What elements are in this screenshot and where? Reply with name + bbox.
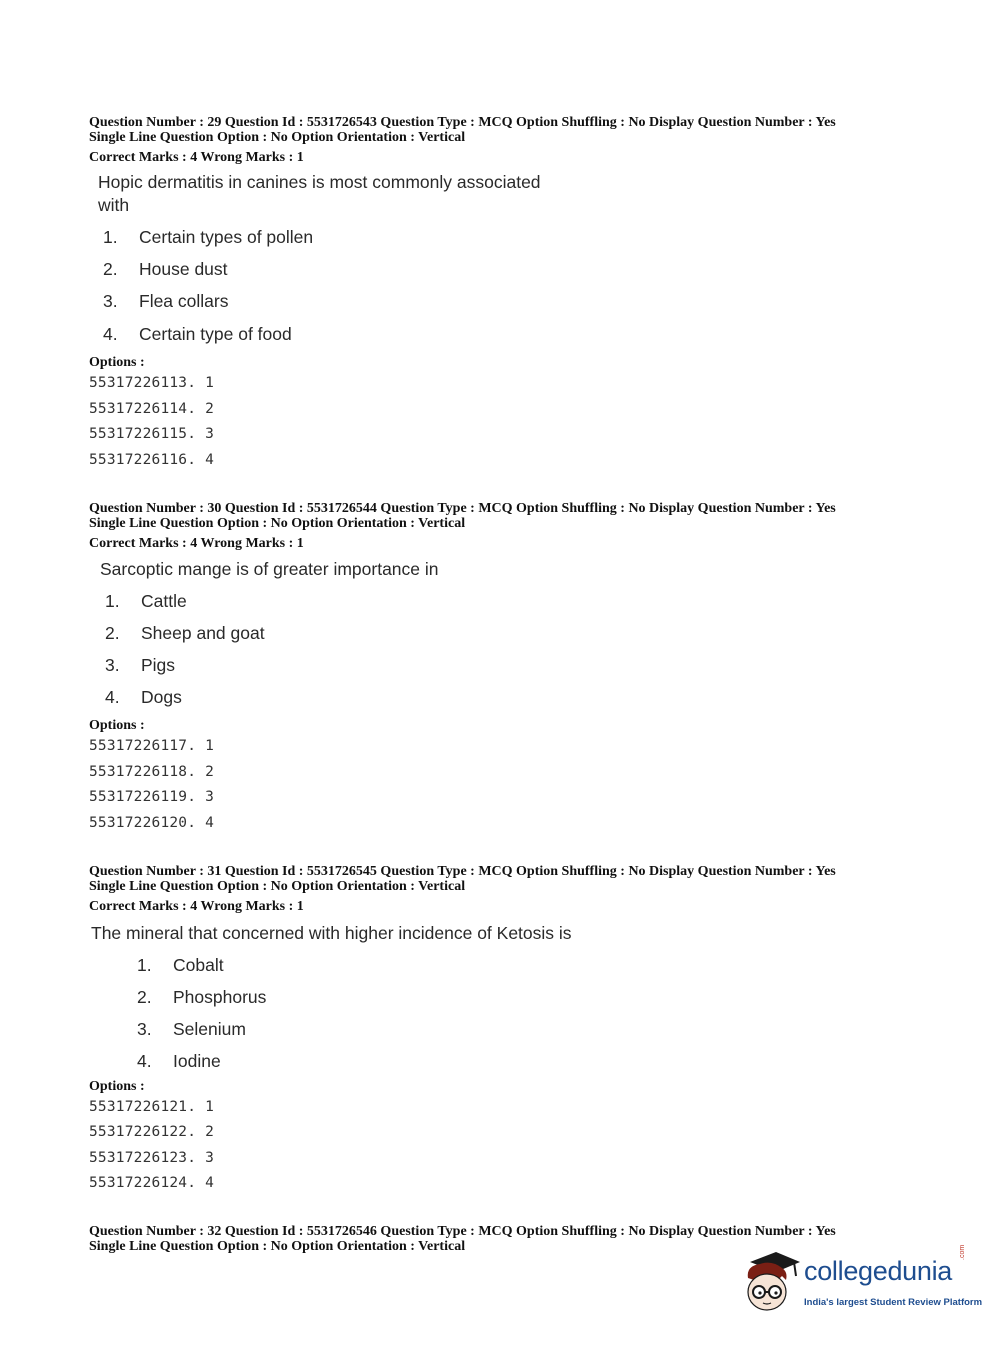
- logo-domain-suffix: .com: [959, 1244, 966, 1260]
- option-id: 55317226119. 3: [89, 789, 215, 805]
- question-meta-line: Question Number : 31 Question Id : 5531726545 Question Type : MCQ Option Shuffling : No Display Question Number : Yes: [89, 864, 836, 879]
- option-id: 55317226122. 2: [89, 1124, 215, 1140]
- question-stem: [98, 171, 541, 217]
- question-30-header: [89, 501, 949, 551]
- question-stem-line: with: [98, 195, 130, 215]
- answer-choice: [137, 987, 266, 1008]
- choice-text: Iodine: [173, 1051, 221, 1071]
- question-stem: [91, 922, 572, 945]
- choice-text: Cattle: [141, 591, 187, 611]
- option-id: 55317226117. 1: [89, 738, 215, 754]
- choice-number: 4.: [103, 324, 118, 344]
- answer-choice: [105, 687, 182, 708]
- option-id: 55317226120. 4: [89, 815, 215, 831]
- choice-text: House dust: [139, 259, 228, 279]
- question-meta-line: Single Line Question Option : No Option Orientation : Vertical: [89, 1239, 466, 1254]
- choice-number: 1.: [105, 591, 120, 611]
- answer-choice: [137, 1019, 246, 1040]
- choice-number: 4.: [137, 1051, 152, 1071]
- marks-line: Correct Marks : 4 Wrong Marks : 1: [89, 536, 304, 551]
- answer-choice: [103, 227, 313, 248]
- question-meta-line: Single Line Question Option : No Option Orientation : Vertical: [89, 516, 466, 531]
- option-id: 55317226123. 3: [89, 1150, 215, 1166]
- question-31-header: [89, 864, 949, 914]
- mascot-icon: [742, 1248, 802, 1318]
- question-meta-line: Single Line Question Option : No Option Orientation : Vertical: [89, 130, 466, 145]
- logo-wordmark: collegedunia: [804, 1256, 953, 1286]
- question-meta-line: Question Number : 29 Question Id : 5531726543 Question Type : MCQ Option Shuffling : No Display Question Number : Yes: [89, 115, 836, 130]
- choice-number: 2.: [137, 987, 152, 1007]
- question-meta-line: Question Number : 32 Question Id : 5531726546 Question Type : MCQ Option Shuffling : No Display Question Number : Yes: [89, 1224, 836, 1239]
- options-label: Options :: [89, 718, 145, 733]
- choice-text: Cobalt: [173, 955, 224, 975]
- choice-number: 1.: [103, 227, 118, 247]
- choice-text: Phosphorus: [173, 987, 267, 1007]
- logo-tagline: India's largest Student Review Platform: [804, 1297, 983, 1308]
- options-label: Options :: [89, 1079, 145, 1094]
- answer-choice: [105, 591, 187, 612]
- question-stem-line: Sarcoptic mange is of greater importance in: [100, 559, 439, 579]
- answer-choice: [103, 259, 228, 280]
- choice-number: 4.: [105, 687, 120, 707]
- choice-text: Flea collars: [139, 291, 229, 311]
- choice-text: Selenium: [173, 1019, 246, 1039]
- choice-text: Dogs: [141, 687, 182, 707]
- option-id: 55317226113. 1: [89, 375, 215, 391]
- option-id: 55317226114. 2: [89, 401, 215, 417]
- question-stem: [100, 558, 439, 581]
- marks-line: Correct Marks : 4 Wrong Marks : 1: [89, 899, 304, 914]
- option-id: 55317226121. 1: [89, 1099, 215, 1115]
- option-id: 55317226124. 4: [89, 1175, 215, 1191]
- question-stem-line: Hopic dermatitis in canines is most commonly associated: [98, 172, 541, 192]
- collegedunia-logo: [742, 1244, 983, 1318]
- choice-text: Sheep and goat: [141, 623, 265, 643]
- marks-line: Correct Marks : 4 Wrong Marks : 1: [89, 150, 304, 165]
- choice-number: 3.: [103, 291, 118, 311]
- choice-number: 1.: [137, 955, 152, 975]
- option-id: 55317226118. 2: [89, 764, 215, 780]
- answer-choice: [103, 291, 228, 312]
- options-label: Options :: [89, 355, 145, 370]
- question-meta-line: Single Line Question Option : No Option Orientation : Vertical: [89, 879, 466, 894]
- option-id: 55317226115. 3: [89, 426, 215, 442]
- choice-number: 2.: [105, 623, 120, 643]
- answer-choice: [103, 324, 292, 345]
- question-stem-line: The mineral that concerned with higher incidence of Ketosis is: [91, 923, 572, 943]
- choice-text: Pigs: [141, 655, 176, 675]
- answer-choice: [137, 955, 224, 976]
- question-29-header: [89, 115, 949, 165]
- option-id: 55317226116. 4: [89, 452, 215, 468]
- answer-choice: [105, 623, 265, 644]
- choice-text: Certain type of food: [139, 324, 292, 344]
- choice-number: 2.: [103, 259, 118, 279]
- choice-text: Certain types of pollen: [139, 227, 314, 247]
- answer-choice: [105, 655, 175, 676]
- answer-choice: [137, 1051, 221, 1072]
- choice-number: 3.: [105, 655, 120, 675]
- choice-number: 3.: [137, 1019, 152, 1039]
- question-meta-line: Question Number : 30 Question Id : 5531726544 Question Type : MCQ Option Shuffling : No Display Question Number : Yes: [89, 501, 836, 516]
